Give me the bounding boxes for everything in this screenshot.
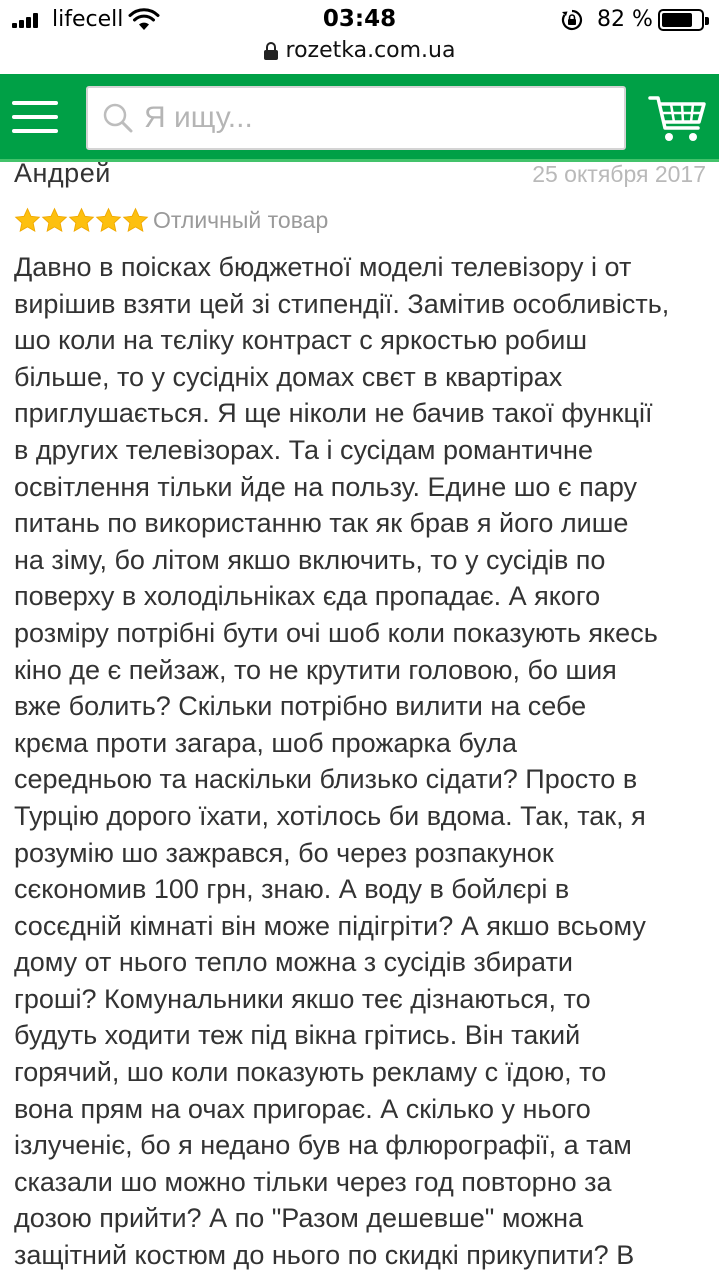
site-header <box>0 74 719 162</box>
star-icon <box>41 207 68 234</box>
review-author: Андрей <box>14 158 111 188</box>
rating-label: Отличный товар <box>153 207 329 233</box>
star-icon <box>122 207 149 234</box>
star-icon <box>68 207 95 234</box>
rating-stars <box>14 207 149 234</box>
carrier-name: lifecell <box>52 7 124 32</box>
search-input[interactable] <box>144 101 604 135</box>
url-text: rozetka.com.ua <box>285 38 456 63</box>
review <box>14 158 706 1274</box>
clock: 03:48 <box>322 6 397 32</box>
star-icon <box>14 207 41 234</box>
review-text: Давно в поісках бюджетної моделі телевізору і от вирішив взяти цей зі стипендії. Замітив особливість, шо коли на тєліку контраст с яркостью робиш більше, то у сусідніх домах свєт в квартірах приглушається. Я ще ніколи не бачив такої функції в других телевізорах. Та і сусідам романтичне освітлення тільки йде на пользу. Едине шо є пару питань по використанню так як брав я його лише на зіму, бо літом якшо включить, то у сусідів по поверху в холодільніках єда пропадає. А якого розміру потрібні бути очі шоб коли показують якесь кіно де є пейзаж, то не крутити головою, бо шия вже болить? Скільки потрібно вилити на себе крєма проти загара, шоб прожарка була середньою та наскільки близько сідати? Просто в Турцію дорого їхати, хотілось би вдома. Так, так, я розумію шо зажрався, бо через розпакунок сєкономив 100 грн, знаю. А воду в бойлєрі в сосєдній кімнаті він може підігріти? А якшо всьому дому от нього тепло можна з сусідів збирати гроші? Комунальники якшо теє дізнаються, то будуть ходити теж під вікна грітись. Він такий горячий, шо коли показують рекламу с їдою, то вона прям на очах пригорає. А скілько у нього ізлученіє, бо я недано був на флюрографії, а там сказали шо можно тільки через год повторно за дозою прийти? А по "Разом дешевше" можна защітний костюм до нього по скидкі прикупити? В <box>14 252 670 1271</box>
star-icon <box>95 207 122 234</box>
rotation-lock-icon <box>561 9 583 31</box>
review-date: 25 октября 2017 <box>532 161 706 187</box>
search-bar[interactable] <box>86 86 626 150</box>
address-bar[interactable] <box>0 36 719 74</box>
battery-level-fill <box>662 13 692 27</box>
review-header <box>14 158 706 189</box>
cart-icon[interactable] <box>648 92 708 144</box>
battery-percentage: 82 % <box>597 7 653 32</box>
status-bar <box>0 0 719 40</box>
lock-icon <box>264 42 278 60</box>
search-icon <box>102 102 134 134</box>
review-rating <box>14 207 706 234</box>
menu-icon[interactable] <box>12 99 60 135</box>
battery-icon <box>658 9 704 31</box>
